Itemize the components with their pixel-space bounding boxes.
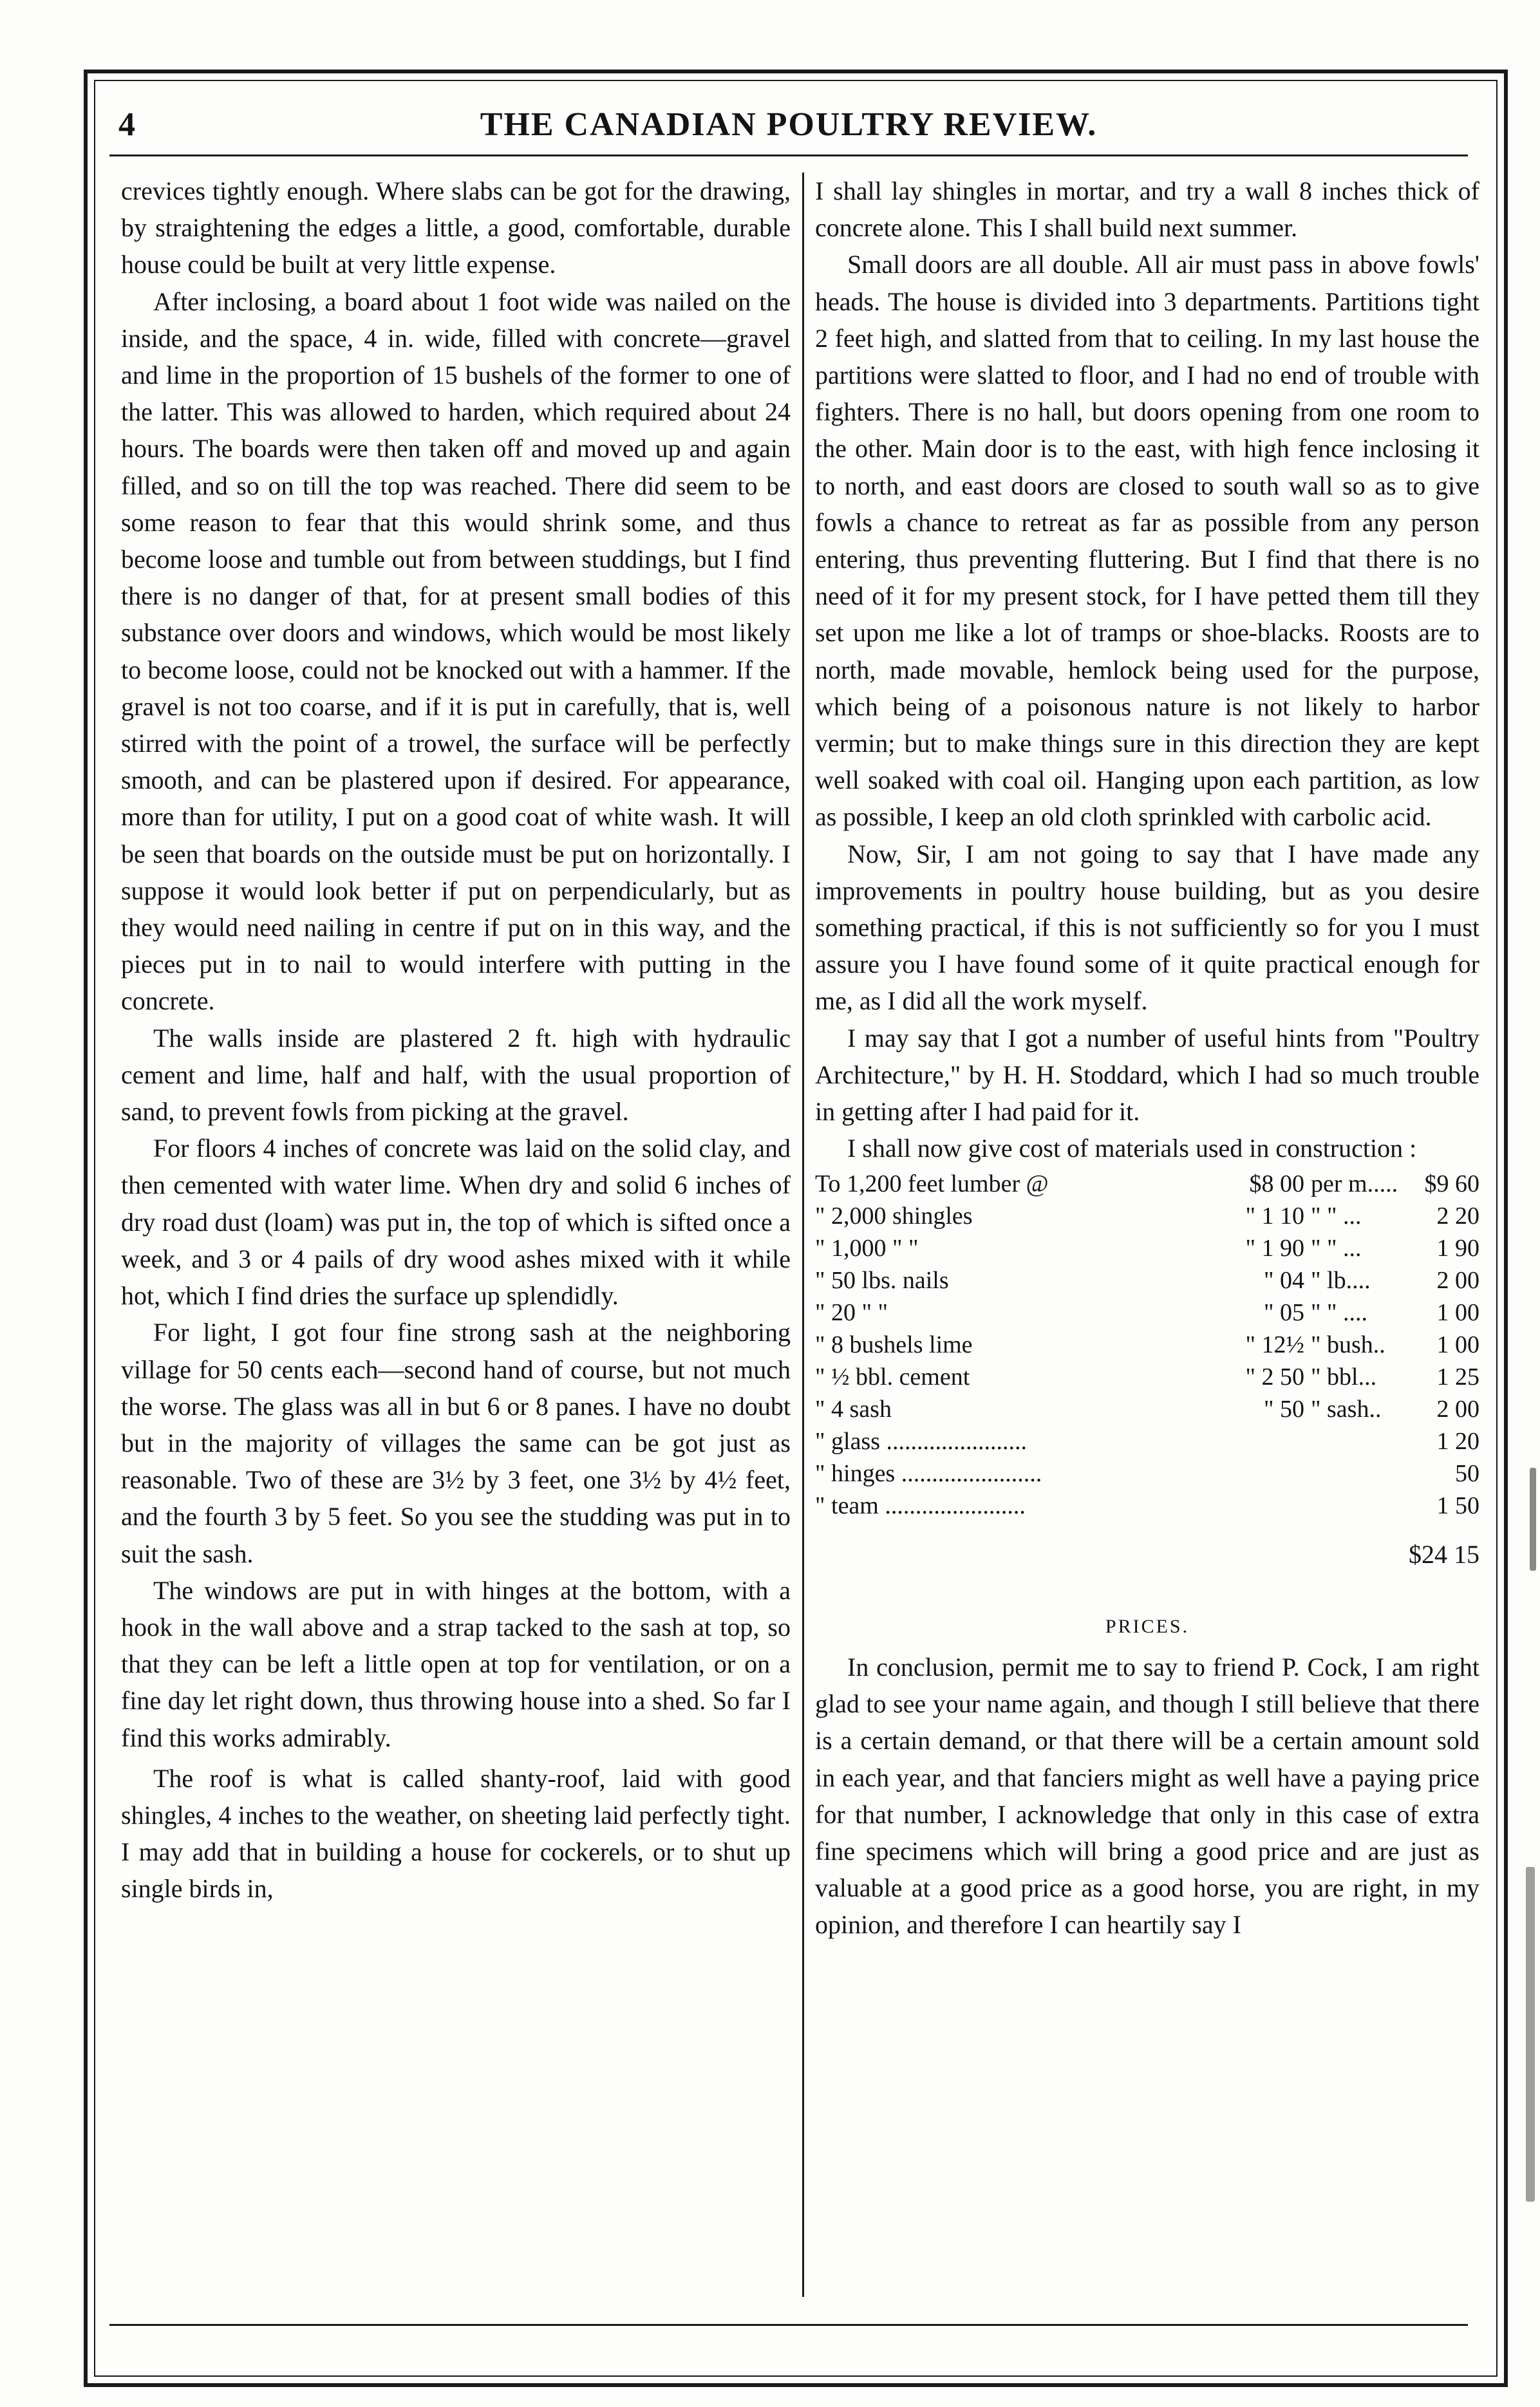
section-heading-prices: PRICES. <box>1105 1615 1190 1637</box>
table-row <box>815 1393 1479 1425</box>
cost-amount: 1 00 <box>1436 1299 1479 1327</box>
cost-item: " glass ....................... <box>815 1428 1028 1456</box>
cost-item: " 8 bushels lime <box>815 1331 973 1359</box>
scan-edge-mark <box>1526 1867 1535 2202</box>
cost-item: " 4 sash <box>815 1396 892 1423</box>
cost-item: " hinges ....................... <box>815 1460 1042 1488</box>
cost-amount: 2 20 <box>1436 1203 1479 1230</box>
cost-amount: 1 50 <box>1436 1492 1479 1520</box>
cost-rate: " 50 <box>1263 1396 1304 1423</box>
cost-amount: 2 00 <box>1436 1396 1479 1423</box>
paragraph: I shall lay shingles in mortar, and try a wall 8 inches thick of concrete alone. This I shall build next summer. <box>815 176 1479 243</box>
paragraph: Small doors are all double. All air must pass in above fowls' heads. The house is divided into 3 departments. Partitions tight 2 feet high, and slatted from that to ceiling. In my last house the partitions were slatted to floor, and I had no end of trouble with fighters. There is no hall, but doors opening from one room to the other. Main door is to the east, with high fence inclosing it to north, and east doors are closed to south wall so as to give fowls a chance to retreat as far as possible from any person entering, thus preventing fluttering. But I find that there is no need of it for my present stock, for I have petted them till they set upon me like a lot of tramps or shoe-blacks. Roosts are to north, made movable, hemlock being used for the purpose, which being of a poisonous nature is not likely to harbor vermin; but to make things sure in this direction they are kept well soaked with coal oil. Hanging upon each partition, as low as possible, I keep an old cloth sprinkled with carbolic acid. <box>815 250 1479 832</box>
cost-rate: " 2 50 <box>1245 1363 1304 1391</box>
right-column <box>815 173 1479 1943</box>
cost-total: $24 15 <box>1409 1540 1479 1569</box>
cost-unit: " sash.. <box>1311 1396 1382 1423</box>
cost-rate: " 12½ <box>1245 1331 1304 1359</box>
cost-amount: 1 00 <box>1436 1331 1479 1359</box>
cost-rate: " 1 10 <box>1245 1203 1304 1230</box>
page-number: 4 <box>118 106 135 143</box>
paragraph: For light, I got four fine strong sash at the neighboring village for 50 cents each—second hand of course, but not much the worse. The glass was all in but 6 or 8 panes. I have no doubt but in the majority of villages the same can be got just as reasonable. Two of these are 3½ by 3 feet, one 3½ by 4½ feet, and the fourth 3 by 5 feet. So you see the studding was put in to suit the sash. <box>121 1318 791 1568</box>
cost-rate: " 04 <box>1263 1267 1304 1295</box>
cost-amount: $9 60 <box>1424 1170 1479 1198</box>
header-rule <box>109 155 1468 156</box>
cost-item: " 20 " " <box>815 1299 888 1327</box>
cost-item: " 2,000 shingles <box>815 1203 973 1230</box>
cost-unit: per m..... <box>1311 1170 1398 1198</box>
paragraph: I shall now give cost of materials used in construction : <box>847 1134 1417 1163</box>
cost-item: " ½ bbl. cement <box>815 1363 970 1391</box>
cost-unit: " " ... <box>1311 1235 1362 1262</box>
cost-unit: " " .... <box>1311 1299 1368 1327</box>
paragraph: In conclusion, permit me to say to friend P. Cock, I am right glad to see your name again, and though I still believe that there is a certain demand, or that there will be a certain amount sold in each year, and that fanciers might as well have a paying price for that number, I acknowledge that only in this case of extra fine specimens which will bring a good price and are just as valuable at a good price as a good horse, you are right, in my opinion, and therefore I can heartily say I <box>815 1652 1479 1940</box>
bottom-rule <box>109 2324 1468 2326</box>
paragraph: Now, Sir, I am not going to say that I have made any improvements in poultry house building, but as you desire something practical, if this is not sufficiently so for you I must assure you I have found some of it quite practical enough for me, as I did all the work myself. <box>815 839 1479 1016</box>
table-row <box>815 1329 1479 1361</box>
paragraph: I may say that I got a number of useful hints from "Poultry Architecture," by H. H. Stoddard, which I had so much trouble in getting after I had paid for it. <box>815 1023 1479 1127</box>
paragraph: The walls inside are plastered 2 ft. high with hydraulic cement and lime, half and half, with the usual proportion of sand, to prevent fowls from picking at the gravel. <box>121 1023 791 1127</box>
column-divider <box>802 173 804 2297</box>
running-title: THE CANADIAN POULTRY REVIEW. <box>480 106 1098 143</box>
cost-amount: 2 00 <box>1436 1267 1479 1295</box>
cost-unit: " lb.... <box>1311 1267 1371 1295</box>
table-row <box>815 1490 1479 1522</box>
cost-amount: 50 <box>1455 1460 1479 1488</box>
table-row <box>815 1457 1479 1490</box>
cost-unit: " bush.. <box>1311 1331 1385 1359</box>
cost-unit: " bbl... <box>1311 1363 1377 1391</box>
table-row <box>815 1200 1479 1232</box>
paragraph: crevices tightly enough. Where slabs can be got for the drawing, by straightening the edges a little, a good, comfortable, durable house could be built at very little expense. <box>121 176 791 279</box>
paragraph: For floors 4 inches of concrete was laid on the solid clay, and then cemented with water lime. When dry and solid 6 inches of dry road dust (loam) was put in, the top of which is sifted once a week, and 3 or 4 pails of dry wood ashes mixed with it while hot, which I find dries the surface up splendidly. <box>121 1134 791 1311</box>
cost-rate: $8 00 <box>1249 1170 1304 1198</box>
table-row <box>815 1264 1479 1297</box>
cost-item: To 1,200 feet lumber @ <box>815 1170 1049 1198</box>
left-column <box>121 173 791 1907</box>
scan-edge-mark <box>1530 1468 1536 1571</box>
cost-item: " 1,000 " " <box>815 1235 919 1262</box>
cost-of-materials-table <box>815 1168 1479 1522</box>
paragraph: After inclosing, a board about 1 foot wide was nailed on the inside, and the space, 4 in. wide, filled with concrete—gravel and lime in the proportion of 15 bushels of the former to one of the latter. This was allowed to harden, which required about 24 hours. The boards were then taken off and moved up and again filled, and so on till the top was reached. There did seem to be some reason to fear that this would shrink some, and thus become loose and tumble out from between studdings, but I find there is no danger of that, for at present small bodies of this substance over doors and windows, which would be most likely to become loose, could not be knocked out with a hammer. If the gravel is not too coarse, and if it is put in carefully, that is, well stirred with the point of a trowel, the surface will be perfectly smooth, and can be plastered upon if desired. For appearance, more than for utility, I put on a good coat of white wash. It will be seen that boards on the outside must be put on horizontally. I suppose it would look better if put on perpendicularly, but as they would need nailing in centre if put on in this way, and the pieces put in to nail to would interfere with putting in the concrete. <box>121 286 791 1016</box>
page-header <box>109 97 1468 155</box>
table-row <box>815 1232 1479 1264</box>
table-row <box>815 1168 1479 1200</box>
paragraph: The windows are put in with hinges at the bottom, with a hook in the wall above and a strap tacked to the sash at top, so that they can be left a little open at top for ventilation, or on a fine day let right down, thus throwing house into a shed. So far I find this works admirably. <box>121 1575 791 1752</box>
cost-unit: " " ... <box>1311 1203 1362 1230</box>
cost-rate: " 05 <box>1263 1299 1304 1327</box>
cost-rate: " 1 90 <box>1245 1235 1304 1262</box>
cost-amount: 1 20 <box>1436 1428 1479 1456</box>
paragraph: The roof is what is called shanty-roof, laid with good shingles, 4 inches to the weather, on sheeting laid perfectly tight. I may add that in building a house for cockerels, or to shut up single birds in, <box>121 1763 791 1904</box>
cost-amount: 1 90 <box>1436 1235 1479 1262</box>
cost-item: " 50 lbs. nails <box>815 1267 949 1295</box>
table-row <box>815 1361 1479 1393</box>
table-row <box>815 1297 1479 1329</box>
cost-item: " team ....................... <box>815 1492 1026 1520</box>
cost-amount: 1 25 <box>1436 1363 1479 1391</box>
table-row <box>815 1425 1479 1457</box>
